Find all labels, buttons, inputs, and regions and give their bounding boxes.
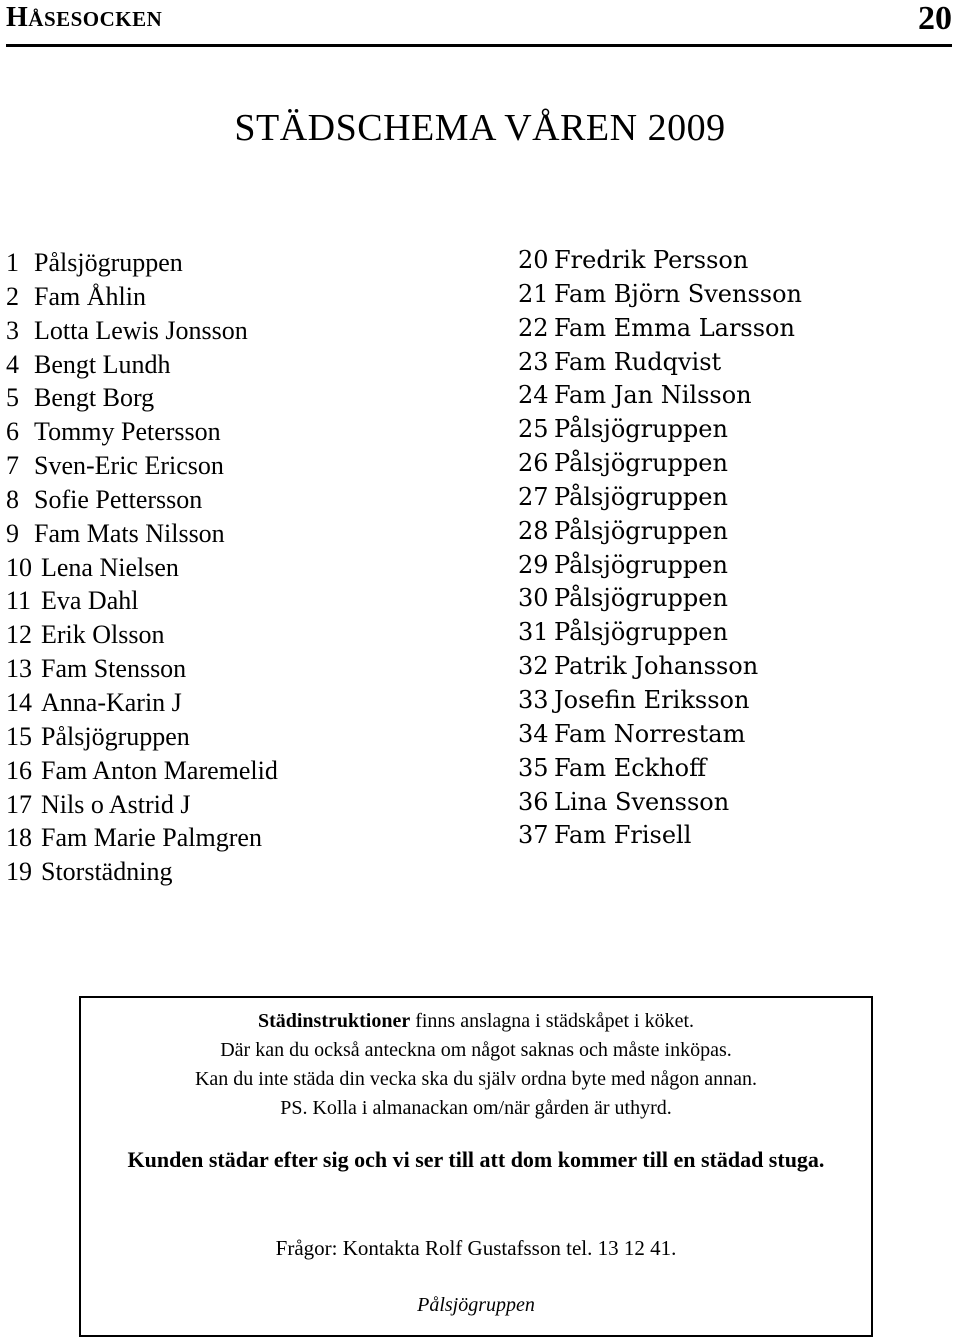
schedule-item [518, 447, 958, 481]
schedule-item [518, 786, 958, 820]
assignee-name: Patrik Johansson [554, 652, 759, 681]
assignee-name: Pålsjögruppen [554, 482, 728, 511]
schedule-item [518, 515, 958, 549]
page-number: 20 [918, 0, 952, 37]
schedule-item [6, 652, 476, 686]
schedule-item [6, 821, 476, 855]
assignee-name: Lotta Lewis Jonsson [34, 315, 248, 345]
week-number: 27 [518, 482, 549, 511]
instructions-line-1 [81, 1010, 871, 1033]
schedule-item [518, 582, 958, 616]
schedule-item [6, 517, 476, 551]
schedule-item [6, 483, 476, 517]
assignee-name: Lina Svensson [554, 787, 730, 816]
schedule-item [518, 549, 958, 583]
assignee-name: Fam Anton Maremelid [41, 755, 278, 785]
schedule-item [6, 720, 476, 754]
week-number: 10 [6, 552, 32, 582]
week-number: 31 [518, 618, 549, 647]
assignee-name: Pålsjögruppen [34, 248, 183, 277]
week-number: 5 [6, 383, 19, 413]
week-number: 25 [518, 415, 549, 444]
schedule-item [6, 618, 476, 652]
week-number: 28 [518, 516, 549, 545]
schedule-item [518, 481, 958, 515]
week-number: 13 [6, 654, 32, 684]
week-number: 22 [518, 313, 549, 342]
assignee-name: Pålsjögruppen [554, 618, 728, 647]
week-number: 17 [6, 789, 32, 819]
assignee-name: Pålsjögruppen [554, 550, 728, 579]
week-number: 11 [6, 586, 32, 616]
schedule-item [518, 616, 958, 650]
schedule-item [6, 246, 476, 280]
week-number: 14 [6, 687, 32, 717]
week-number: 32 [518, 652, 549, 681]
schedule-item [518, 718, 958, 752]
week-number: 6 [6, 417, 19, 447]
instructions-box [79, 996, 873, 1337]
instructions-emphasis: Kunden städar efter sig och vi ser till att dom kommer till en städad stuga. [127, 1147, 825, 1172]
schedule-item [6, 788, 476, 822]
assignee-name: Fam Jan Nilsson [554, 381, 752, 410]
magazine-name [6, 2, 162, 34]
schedule-item [518, 278, 958, 312]
week-number: 18 [6, 823, 32, 853]
schedule-item [518, 684, 958, 718]
assignee-name: Fredrik Persson [554, 246, 749, 274]
schedule-item [6, 348, 476, 382]
week-number: 15 [6, 721, 32, 751]
assignee-name: Pålsjögruppen [41, 721, 190, 751]
week-number: 34 [518, 719, 549, 748]
schedule-item [518, 244, 958, 278]
instructions-line-4: PS. Kolla i almanackan om/när gården är uthyrd. [280, 1097, 672, 1119]
week-number: 4 [6, 349, 19, 379]
schedule-item [6, 754, 476, 788]
week-number: 7 [6, 451, 19, 481]
instructions-heading: Städinstruktioner [257, 1010, 411, 1032]
instructions-line-1-text: finns anslagna i städskåpet i köket. [410, 1010, 695, 1032]
schedule-list-left [6, 246, 476, 889]
schedule-item [518, 650, 958, 684]
assignee-name: Bengt Borg [34, 383, 155, 413]
magazine-name-rest: ÅSESOCKEN [28, 7, 163, 31]
assignee-name: Fam Mats Nilsson [34, 518, 225, 548]
signature: Pålsjögruppen [417, 1294, 535, 1316]
schedule-item [6, 415, 476, 449]
schedule-item [518, 346, 958, 380]
instructions-line-2: Där kan du också anteckna om något saknas och måste inköpas. [220, 1039, 732, 1061]
assignee-name: Tommy Petersson [34, 417, 221, 447]
assignee-name: Fam Stensson [41, 654, 187, 684]
week-number: 29 [518, 550, 549, 579]
contact-line: Frågor: Kontakta Rolf Gustafsson tel. 13 12 41. [275, 1236, 677, 1260]
schedule-item [6, 584, 476, 618]
page-title: STÄDSCHEMA VÅREN 2009 [234, 107, 726, 149]
assignee-name: Fam Eckhoff [554, 753, 707, 782]
week-number: 19 [6, 857, 32, 887]
week-number: 16 [6, 755, 32, 785]
assignee-name: Erik Olsson [41, 620, 165, 650]
schedule-item [518, 752, 958, 786]
schedule-item [6, 855, 476, 889]
assignee-name: Pålsjögruppen [554, 516, 728, 545]
assignee-name: Fam Marie Palmgren [41, 823, 262, 853]
schedule-item [6, 551, 476, 585]
assignee-name: Fam Frisell [554, 821, 692, 850]
assignee-name: Fam Emma Larsson [554, 313, 795, 342]
schedule-item [6, 314, 476, 348]
week-number: 23 [518, 347, 549, 376]
assignee-name: Anna-Karin J [41, 687, 182, 717]
week-number: 36 [518, 787, 549, 816]
week-number: 3 [6, 315, 19, 345]
assignee-name: Nils o Astrid J [41, 789, 191, 819]
page-header [6, 0, 952, 47]
week-number: 30 [518, 584, 549, 613]
assignee-name: Eva Dahl [41, 586, 139, 616]
assignee-name: Josefin Eriksson [554, 685, 750, 714]
week-number: 2 [6, 281, 19, 311]
assignee-name: Fam Björn Svensson [554, 279, 803, 308]
week-number: 35 [518, 753, 549, 782]
schedule-item [518, 819, 958, 853]
week-number: 26 [518, 449, 549, 478]
week-number: 37 [518, 821, 549, 850]
schedule-item [518, 379, 958, 413]
schedule-item [518, 413, 958, 447]
schedule-item [6, 280, 476, 314]
week-number: 20 [518, 246, 549, 274]
week-number: 9 [6, 518, 19, 548]
assignee-name: Bengt Lundh [34, 349, 171, 379]
assignee-name: Pålsjögruppen [554, 449, 728, 478]
magazine-name-initial: H [6, 2, 29, 33]
instructions-line-3: Kan du inte städa din vecka ska du själv ordna byte med någon annan. [194, 1068, 758, 1090]
assignee-name: Lena Nielsen [41, 552, 179, 582]
assignee-name: Pålsjögruppen [554, 584, 728, 613]
week-number: 24 [518, 381, 549, 410]
week-number: 8 [6, 484, 19, 514]
week-number: 12 [6, 620, 32, 650]
week-number: 21 [518, 279, 549, 308]
assignee-name: Fam Åhlin [34, 281, 146, 311]
schedule-item [6, 686, 476, 720]
assignee-name: Sven-Eric Ericson [34, 451, 224, 481]
assignee-name: Fam Norrestam [554, 719, 746, 748]
week-number: 1 [6, 248, 19, 277]
schedule-list-right [518, 244, 958, 853]
week-number: 33 [518, 685, 549, 714]
schedule-item [518, 312, 958, 346]
schedule-item [6, 449, 476, 483]
assignee-name: Pålsjögruppen [554, 415, 728, 444]
assignee-name: Fam Rudqvist [554, 347, 722, 376]
assignee-name: Storstädning [41, 857, 173, 887]
assignee-name: Sofie Pettersson [34, 484, 203, 514]
schedule-item [6, 381, 476, 415]
